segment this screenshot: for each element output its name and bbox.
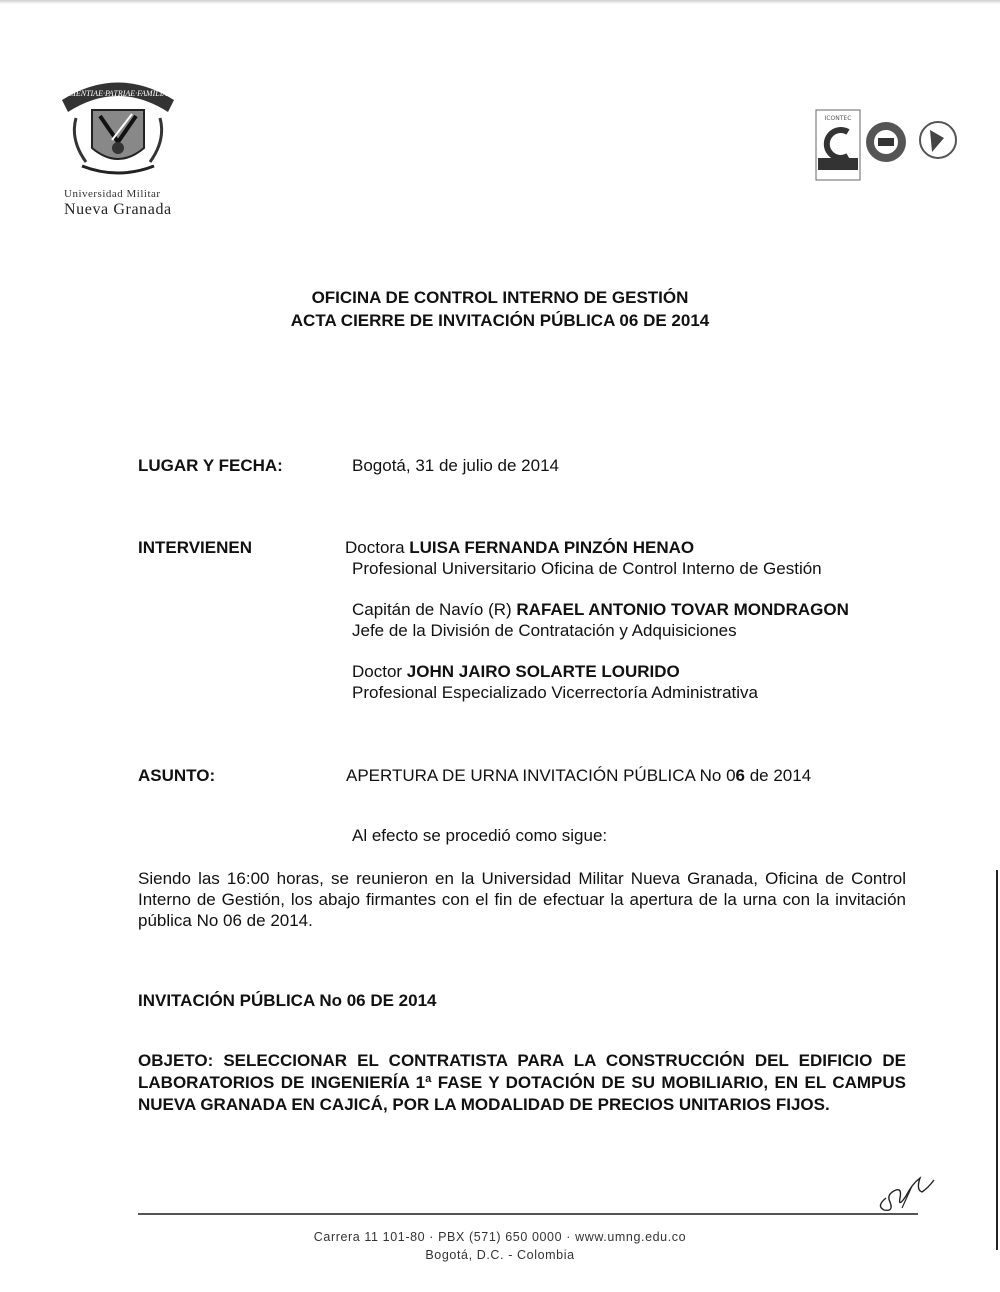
document-act-title: ACTA CIERRE DE INVITACIÓN PÚBLICA 06 DE 2014 (290, 311, 710, 330)
participant-2-name: RAFAEL ANTONIO TOVAR MONDRAGON (516, 600, 849, 619)
asunto-label: ASUNTO: (138, 766, 216, 785)
document-office-title: OFICINA DE CONTROL INTERNO DE GESTIÓN (311, 288, 689, 307)
svg-text:SCIENTIAE·PATRIAE·FAMILIAE: SCIENTIAE·PATRIAE·FAMILIAE (63, 89, 173, 98)
footer-address: Carrera 11 101-80 · PBX (571) 650 0000 · www.umng.edu.co (313, 1230, 687, 1244)
lugar-fecha-label: LUGAR Y FECHA: (138, 456, 283, 475)
participant-3-name: JOHN JAIRO SOLARTE LOURIDO (406, 662, 680, 681)
participant-2-role: Jefe de la División de Contratación y Adquisiciones (352, 621, 737, 640)
university-name-line1: Universidad Militar (64, 188, 161, 200)
asunto-corrected-digit: 6 (735, 766, 745, 785)
footer-divider (138, 1213, 918, 1215)
certification-badges (814, 108, 964, 188)
participant-1-prefix: Doctora (345, 538, 410, 557)
participant-1-name: LUISA FERNANDA PINZÓN HENAO (409, 538, 695, 557)
body-paragraph: Siendo las 16:00 horas, se reunieron en la Universidad Militar Nueva Granada, Oficina de Control Interno de Gestión, los abajo firmantes con el fin de efectuar la apertura de la urna con la invitación pública No 06 de 2014. (138, 869, 906, 930)
lugar-fecha-value: Bogotá, 31 de julio de 2014 (352, 456, 560, 475)
intervienen-label: INTERVIENEN (138, 538, 252, 557)
university-name-line2: Nueva Granada (64, 201, 172, 218)
participant-3-line (352, 662, 680, 682)
participant-2-line (352, 600, 849, 620)
asunto-value (346, 766, 811, 786)
svg-text:ICONTEC: ICONTEC (824, 115, 852, 122)
objeto-paragraph: OBJETO: SELECCIONAR EL CONTRATISTA PARA LA CONSTRUCCIÓN DEL EDIFICIO DE LABORATORIOS DE INGENIERÍA 1ª FASE Y DOTACIÓN DE SU MOBILIARIO, EN EL CAMPUS NUEVA GRANADA EN CAJICÁ, POR LA MODALIDAD DE PRECIOS UNITARIOS FIJOS. (138, 1051, 906, 1114)
participant-3-prefix: Doctor (352, 662, 407, 681)
participant-1-role: Profesional Universitario Oficina de Control Interno de Gestión (352, 559, 822, 578)
top-edge-shadow (0, 0, 1000, 4)
participant-1-line (345, 538, 694, 558)
asunto-text: APERTURA DE URNA INVITACIÓN PÚBLICA No 0 (346, 766, 736, 785)
participant-2-prefix: Capitán de Navío (R) (352, 600, 517, 619)
scan-edge-line (996, 870, 998, 1250)
invitacion-heading: INVITACIÓN PÚBLICA No 06 DE 2014 (138, 991, 437, 1010)
participant-3-role: Profesional Especializado Vicerrectoría Administrativa (352, 683, 758, 702)
asunto-year: de 2014 (745, 766, 812, 785)
intro-text: Al efecto se procedió como sigue: (352, 826, 608, 845)
footer-city: Bogotá, D.C. - Colombia (425, 1248, 575, 1262)
